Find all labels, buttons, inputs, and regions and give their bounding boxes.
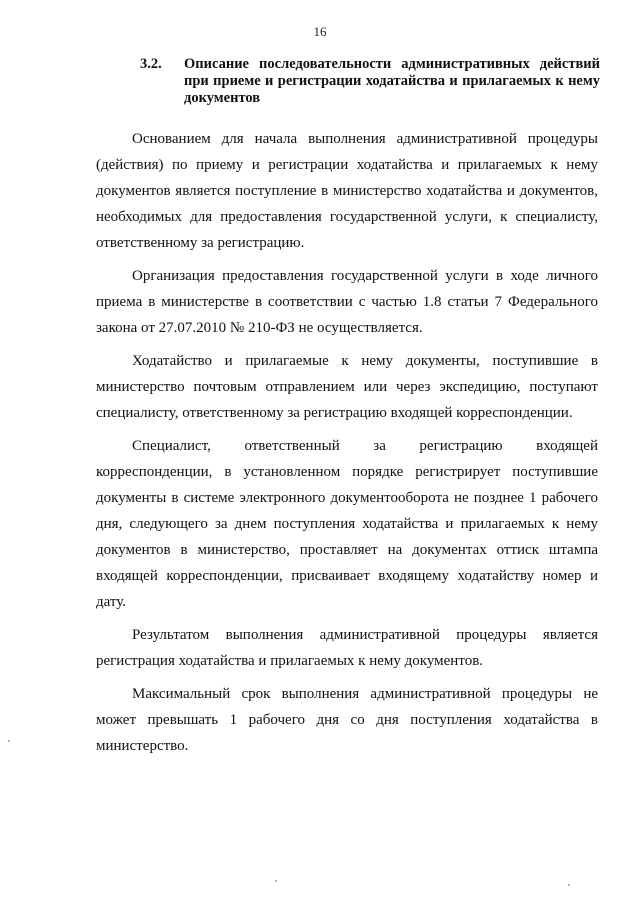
section-body [96, 126, 598, 766]
paragraph: Специалист, ответственный за регистрацию входящей корреспонденции, в установленном порядке регистрирует поступившие документы в системе электронного документооборота не позднее 1 рабочего дня, следующего за днем поступления ходатайства и прилагаемых к нему документов в министерство, проставляет на документах оттиск штампа входящей корреспонденции, присваивает входящему ходатайству номер и дату. [96, 438, 598, 610]
paragraph: Результатом выполнения административной процедуры является регистрация ходатайства и прилагаемых к нему документов. [96, 627, 598, 669]
section-title: Описание последовательности административных действий при приеме и регистрации ходатайства и прилагаемых к нему документов [184, 56, 600, 106]
scan-speck [8, 740, 10, 742]
section-heading [140, 56, 600, 107]
page-number: 16 [313, 24, 327, 39]
paragraph: Максимальный срок выполнения административной процедуры не может превышать 1 рабочего дня со дня поступления ходатайства в министерство. [96, 686, 598, 754]
paragraph: Ходатайство и прилагаемые к нему документы, поступившие в министерство почтовым отправлением или через экспедицию, поступают специалисту, ответственному за регистрацию входящей корреспонденции. [96, 353, 598, 421]
scan-speck [568, 884, 570, 886]
section-number: 3.2. [140, 56, 162, 72]
paragraph: Основанием для начала выполнения административной процедуры (действия) по приему и регистрации ходатайства и прилагаемых к нему документов является поступление в министерство ходатайства и документов, необходимых для предоставления государственной услуги, к специалисту, ответственному за регистрацию. [96, 131, 598, 251]
scan-speck [275, 880, 277, 882]
paragraph: Организация предоставления государственной услуги в ходе личного приема в министерстве в соответствии с частью 1.8 статьи 7 Федерального закона от 27.07.2010 № 210-ФЗ не осуществляется. [96, 268, 598, 336]
